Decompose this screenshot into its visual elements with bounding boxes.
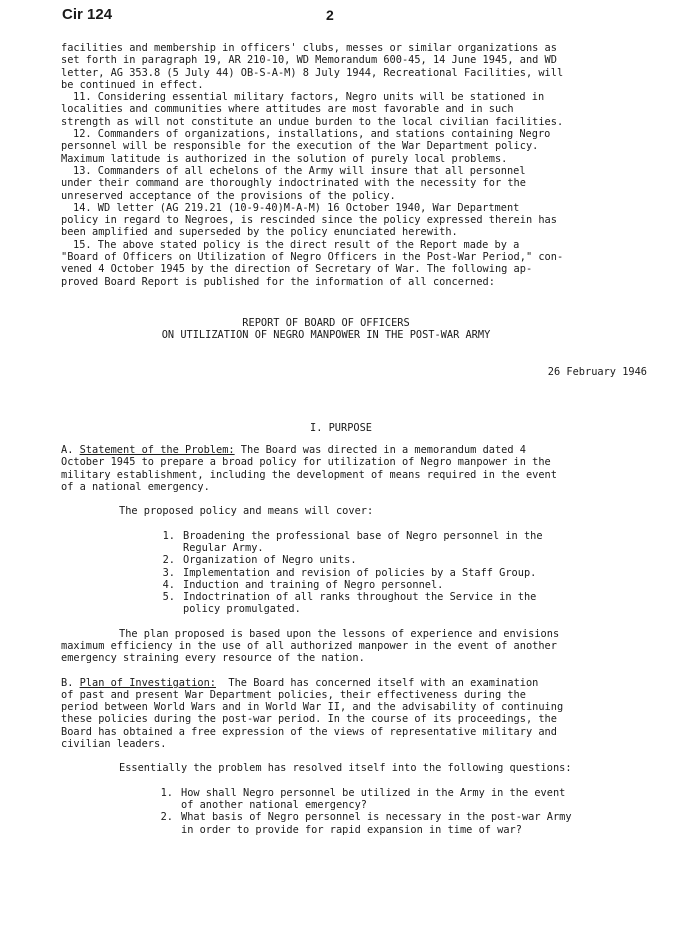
text-line: of another national emergency?	[181, 798, 367, 811]
paragraph-12	[61, 128, 661, 165]
list-item-number: 1.	[160, 786, 173, 799]
text-line: 12. Commanders of organizations, installations, and stations containing Negro	[73, 128, 551, 141]
text-line: The Board was directed in a memorandum dated 4	[234, 444, 526, 457]
section-a-paragraph	[61, 444, 661, 493]
text-line: policy promulgated.	[183, 603, 301, 616]
text-line: 15. The above stated policy is the direct result of the Report made by a	[73, 238, 520, 251]
text-line: Implementation and revision of policies by a Staff Group.	[183, 566, 537, 579]
text-line: 11. Considering essential military factors, Negro units will be stationed in	[73, 91, 545, 104]
list-item-text	[183, 530, 543, 555]
proposed-policy-list	[61, 530, 661, 616]
text-line: personnel will be responsible for the execution of the War Department policy.	[61, 140, 539, 153]
list-item-text	[181, 787, 565, 812]
page-header	[62, 6, 662, 31]
list-item	[149, 567, 661, 579]
text-line: Regular Army.	[183, 541, 264, 554]
text-line: Induction and training of Negro personnel.	[183, 578, 444, 591]
text-line: Board has obtained a free expression of the views of representative military and	[61, 725, 557, 738]
text-line: policy in regard to Negroes, is rescinded since the policy expressed therein has	[61, 214, 557, 227]
list-item-number: 2.	[160, 811, 173, 824]
section-a-heading: Statement of the Problem:	[79, 444, 235, 457]
text-line: 13. Commanders of all echelons of the Army will insure that all personnel	[73, 164, 526, 177]
text-line: be continued in effect.	[61, 78, 204, 91]
text-line: in order to provide for rapid expansion in time of war?	[181, 823, 522, 836]
text-line: military establishment, including the development of means required in the event	[61, 468, 557, 481]
list-item-number: 3.	[162, 566, 175, 579]
report-title-line-1: REPORT OF BOARD OF OFFICERS	[242, 316, 410, 329]
section-a-label: A.	[61, 444, 74, 457]
text-line: been amplified and superseded by the policy enunciated herewith.	[61, 226, 458, 239]
text-line: October 1945 to prepare a broad policy for utilization of Negro manpower in the	[61, 456, 551, 469]
list-item	[149, 554, 661, 566]
questions-list	[61, 787, 661, 836]
text-line: Broadening the professional base of Negro personnel in the	[183, 529, 543, 542]
text-line: What basis of Negro personnel is necessary in the post-war Army	[181, 811, 572, 824]
text-line: Maximum latitude is authorized in the solution of purely local problems.	[61, 152, 508, 165]
text-line: emergency straining every resource of the nation.	[61, 652, 365, 665]
list-item-text	[183, 567, 536, 579]
text-line: localities and communities where attitudes are most favorable and in such	[61, 103, 514, 116]
section-b-label: B.	[61, 676, 74, 689]
text-line: letter, AG 353.8 (5 July 44) OB-S-A-M) 8 July 1944, Recreational Facilities, will	[61, 66, 564, 79]
text-line: The Board has concerned itself with an examination	[216, 676, 539, 689]
section-b-heading: Plan of Investigation:	[79, 676, 216, 689]
text-line: of a national emergency.	[61, 481, 210, 494]
text-line: under their command are thoroughly indoctrinated with the necessity for the	[61, 177, 526, 190]
list-item-number: 1.	[162, 529, 175, 542]
list-item	[149, 530, 661, 555]
proposed-intro: The proposed policy and means will cover:	[119, 505, 374, 518]
text-line: proved Board Report is published for the information of all concerned:	[61, 275, 495, 288]
text-line: The plan proposed is based upon the lessons of experience and envisions	[119, 627, 560, 640]
text-line: civilian leaders.	[61, 738, 167, 751]
list-item-number: 2.	[162, 554, 175, 567]
list-item	[149, 591, 661, 616]
section-heading: I. PURPOSE	[310, 421, 372, 434]
text-line: maximum efficiency in the use of all authorized manpower in the event of another	[61, 639, 557, 652]
circular-number: Cir 124	[62, 6, 113, 23]
report-date: 26 February 1946	[547, 365, 647, 378]
paragraph-13	[61, 165, 661, 202]
section-b-paragraph	[61, 677, 661, 751]
document-body	[61, 42, 661, 836]
continuation-paragraph	[61, 42, 661, 91]
questions-intro: Essentially the problem has resolved itself into the following questions:	[119, 762, 572, 775]
text-line: "Board of Officers on Utilization of Negro Officers in the Post-War Period," con-	[61, 251, 564, 264]
text-line: 14. WD letter (AG 219.21 (10-9-40)M-A-M) 16 October 1940, War Department	[73, 201, 520, 214]
list-item	[147, 811, 661, 836]
paragraph-14	[61, 202, 661, 239]
text-line: facilities and membership in officers' clubs, messes or similar organizations as	[61, 42, 557, 54]
text-line: set forth in paragraph 19, AR 210-10, WD Memorandum 600-45, 14 June 1945, and WD	[61, 54, 557, 67]
list-item-text	[183, 554, 357, 566]
text-line: How shall Negro personnel be utilized in the Army in the event	[181, 786, 566, 799]
list-item	[149, 579, 661, 591]
page-number: 2	[326, 7, 334, 23]
text-line: period between World Wars and in World War II, and the advisability of continuing	[61, 701, 564, 714]
text-line: unreserved acceptance of the provisions of the policy.	[61, 189, 396, 202]
text-line: Organization of Negro units.	[183, 554, 357, 567]
list-item-number: 5.	[162, 591, 175, 604]
text-line: these policies during the post-war period. In the course of its proceedings, the	[61, 713, 557, 726]
list-item-text	[183, 591, 536, 616]
plan-paragraph	[61, 628, 661, 665]
text-line: strength as will not constitute an undue burden to the local civilian facilities.	[61, 115, 564, 128]
text-line: vened 4 October 1945 by the direction of Secretary of War. The following ap-	[61, 263, 533, 276]
text-line: Indoctrination of all ranks throughout the Service in the	[183, 591, 537, 604]
list-item-number: 4.	[162, 578, 175, 591]
text-line: of past and present War Department policies, their effectiveness during the	[61, 688, 526, 701]
list-item	[147, 787, 661, 812]
list-item-text	[181, 811, 572, 836]
report-title-line-2: ON UTILIZATION OF NEGRO MANPOWER IN THE POST-WAR ARMY	[161, 329, 491, 342]
paragraph-11	[61, 91, 661, 128]
paragraph-15	[61, 239, 661, 288]
list-item-text	[183, 579, 443, 591]
